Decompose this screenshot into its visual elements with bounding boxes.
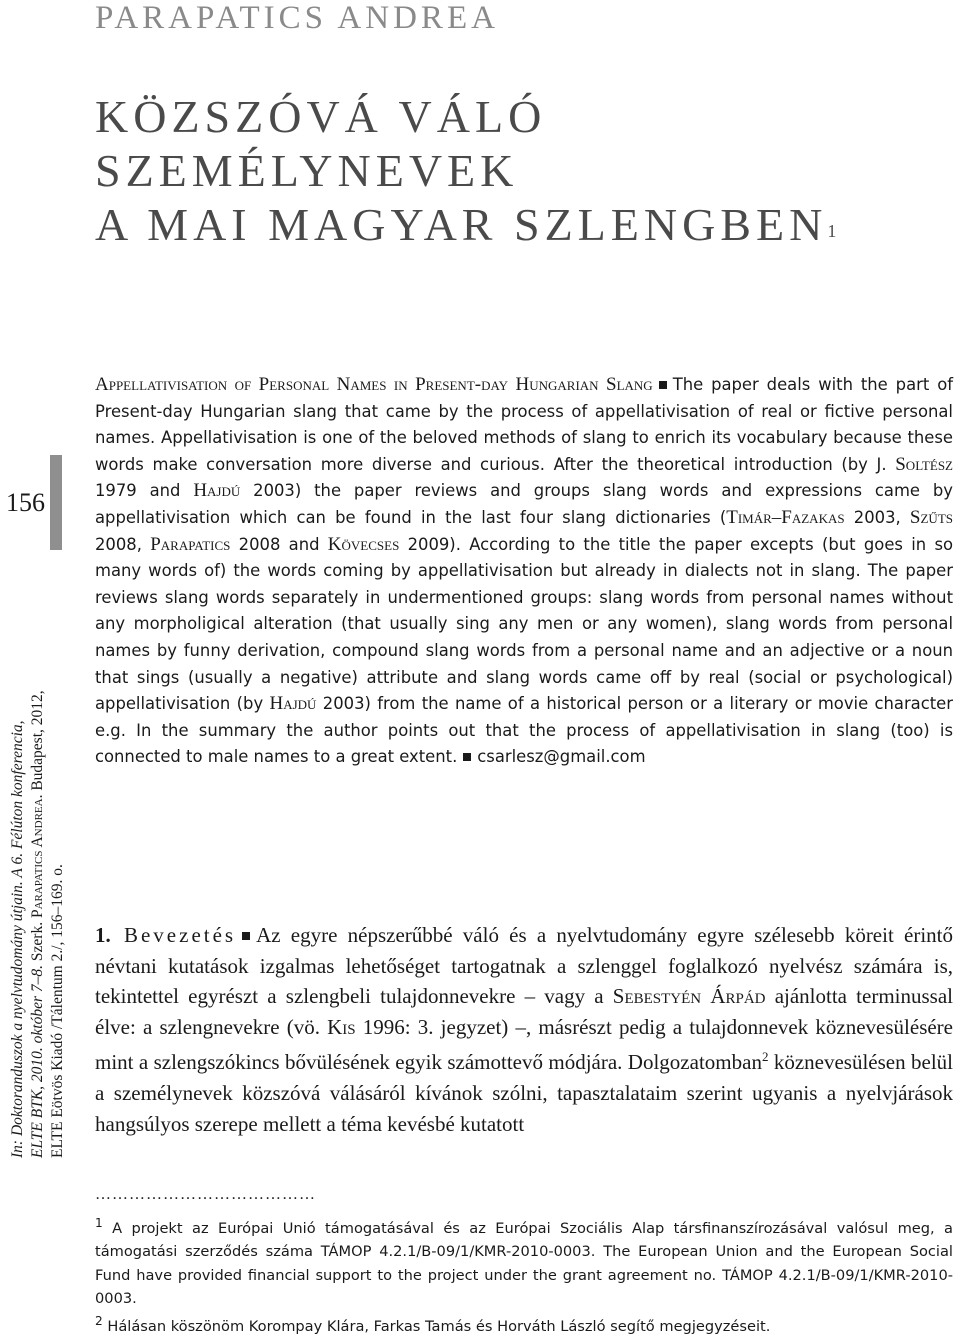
page-title <box>95 90 945 252</box>
abstract-text: 2008, <box>95 534 151 554</box>
footnote-mark: 1 <box>95 1216 103 1230</box>
footnote-2 <box>95 1310 953 1338</box>
section-heading <box>95 923 236 947</box>
body-text <box>95 920 953 1139</box>
citation-line-3: ELTE Eötvös Kiadó /Tálentum 2./, 156–169. o. <box>49 864 66 1158</box>
ref-author: Timár–Fazakas <box>726 506 845 528</box>
footnote-separator: ………………………………… <box>95 1186 316 1203</box>
ref-author: Parapatics <box>150 533 231 555</box>
abstract-text: 2003, <box>844 507 910 527</box>
square-bullet-icon <box>242 932 250 940</box>
footnotes <box>95 1212 953 1339</box>
square-bullet-icon <box>659 381 667 389</box>
author-email[interactable]: csarlesz@gmail.com <box>477 747 646 767</box>
abstract-text: The paper deals with the part of Present-day Hungarian slang that came by the process of appellativisation of real or fictive personal names. Appellativisation is one of the beloved methods of slang to enrich its vocabulary because these words make conversation more diverse and curious. After the theoretical introduction (by J. <box>95 375 953 474</box>
ref-author: Hajdú <box>269 693 317 715</box>
ref-author: Soltész <box>895 453 953 475</box>
abstract-text: 2008 and <box>230 534 328 554</box>
ref-author: Hajdú <box>193 480 241 502</box>
ref-author: Kövecses <box>327 533 400 555</box>
body-paragraph: köznevesülésen belül a személynevek közszóvá válásáról kívánok szólni, tapasztalataim szerint ugyanis a nyelvjárások hangsúlyos szerepe mellett a téma kevésbé kutatott <box>95 1050 953 1136</box>
title-footnote-ref: 1 <box>827 221 837 241</box>
page-number: 156 <box>6 488 45 517</box>
footnote-mark: 2 <box>95 1314 103 1329</box>
sidebar <box>0 0 80 1338</box>
citation-vertical <box>8 548 68 1158</box>
section-number: 1. <box>95 923 111 947</box>
body-paragraph: 1996: 3. jegyzet) –, másrészt pedig a tulajdonnevek köznevesülésére mint a szlengszókincs bővülésének egyik számottevő módjára. Dolgozatomban <box>95 1014 953 1075</box>
citation-line-2-edited: Szerk. <box>29 918 46 962</box>
abstract-text: 2003) from the name of a historical person or a literary or movie character e.g. In the summary the author points out that the process of appellativisation in slang (too) is connected to male names to a great extent. <box>95 694 953 767</box>
citation-line-2-place: . Budapest, 2012, <box>29 690 46 799</box>
citation-editor: Parapatics Andrea <box>29 798 46 919</box>
citation-line-2-italic: ELTE BTK, 2010. október 7–8. <box>29 964 46 1158</box>
abstract-text: 2003) the paper reviews and groups slang words and expressions came by appellativisation which can be found in the last four slang dictionaries ( <box>95 481 953 527</box>
abstract <box>95 372 953 771</box>
footnote-ref: 2 <box>761 1049 769 1065</box>
abstract-heading: Appellativisation of Personal Names in Present-day Hungarian Slang <box>95 374 653 395</box>
abstract-text: 1979 and <box>95 481 194 501</box>
title-line-2 <box>95 198 945 252</box>
footnote-text: Hálásan köszönöm Korompay Klára, Farkas Tamás és Horváth László segítő megjegyzéseit. <box>107 1318 771 1336</box>
body-paragraph: ajánlotta terminussal élve: a szlengnevekre (vö. <box>95 984 954 1039</box>
ref-author: Sebestyén Árpád <box>612 984 766 1009</box>
citation-line-1: In: Doktoranduszok a nyelvtudomány útjain. A 6. Félúton konferencia, <box>9 720 26 1158</box>
section-title: Bevezetés <box>123 923 237 947</box>
title-line-1: KÖZSZÓVÁ VÁLÓ SZEMÉLYNEVEK <box>95 91 547 196</box>
author-name: PARAPATICS ANDREA <box>95 0 499 36</box>
footnote-1 <box>95 1212 953 1310</box>
body-paragraph: Az egyre népszerűbbé váló és a nyelvtudomány egyre szélesebb köreit érintő névtani kutatások izgalmas lehetőséget tartogatnak a szlenggel foglalkozó nyelvész számára is, tekintettel egyrészt a szlengbeli tulajdonnevekre – vagy a <box>95 923 953 1009</box>
ref-author: Kis <box>327 1014 356 1039</box>
gray-marker-bar <box>50 455 62 550</box>
footnote-text: A projekt az Európai Unió támogatásával és az Európai Szociális Alap társfinanszírozásával valósul meg, a támogatási szerződés száma TÁMOP 4.2.1/B-09/1/KMR-2010-0003. The European Union and the European Social Fund have provided financial support to the project under the grant agreement no. TÁMOP 4.2.1/B-09/1/KMR-2010-0003. <box>95 1219 954 1308</box>
ref-author: Szűts <box>909 506 953 528</box>
citation-line-2 <box>28 548 48 1158</box>
title-line-2-text: A MAI MAGYAR SZLENGBEN <box>95 199 828 250</box>
square-bullet-icon <box>463 753 471 761</box>
abstract-text: 2009). According to the title the paper excepts (but goes in so many words of) the words coming by appellativisation but already in dialects not in slang. The paper reviews slang words separately in undermentioned groups: slang words from personal names without any morpholigical alteration (that usually sing any men or any women), slang words from personal names by funny derivation, compound slang words from a personal name and an adjective or a noun that sings (usually a negative) attribute and slang words came off by real (social or psychological) appellativisation (by <box>95 534 954 714</box>
